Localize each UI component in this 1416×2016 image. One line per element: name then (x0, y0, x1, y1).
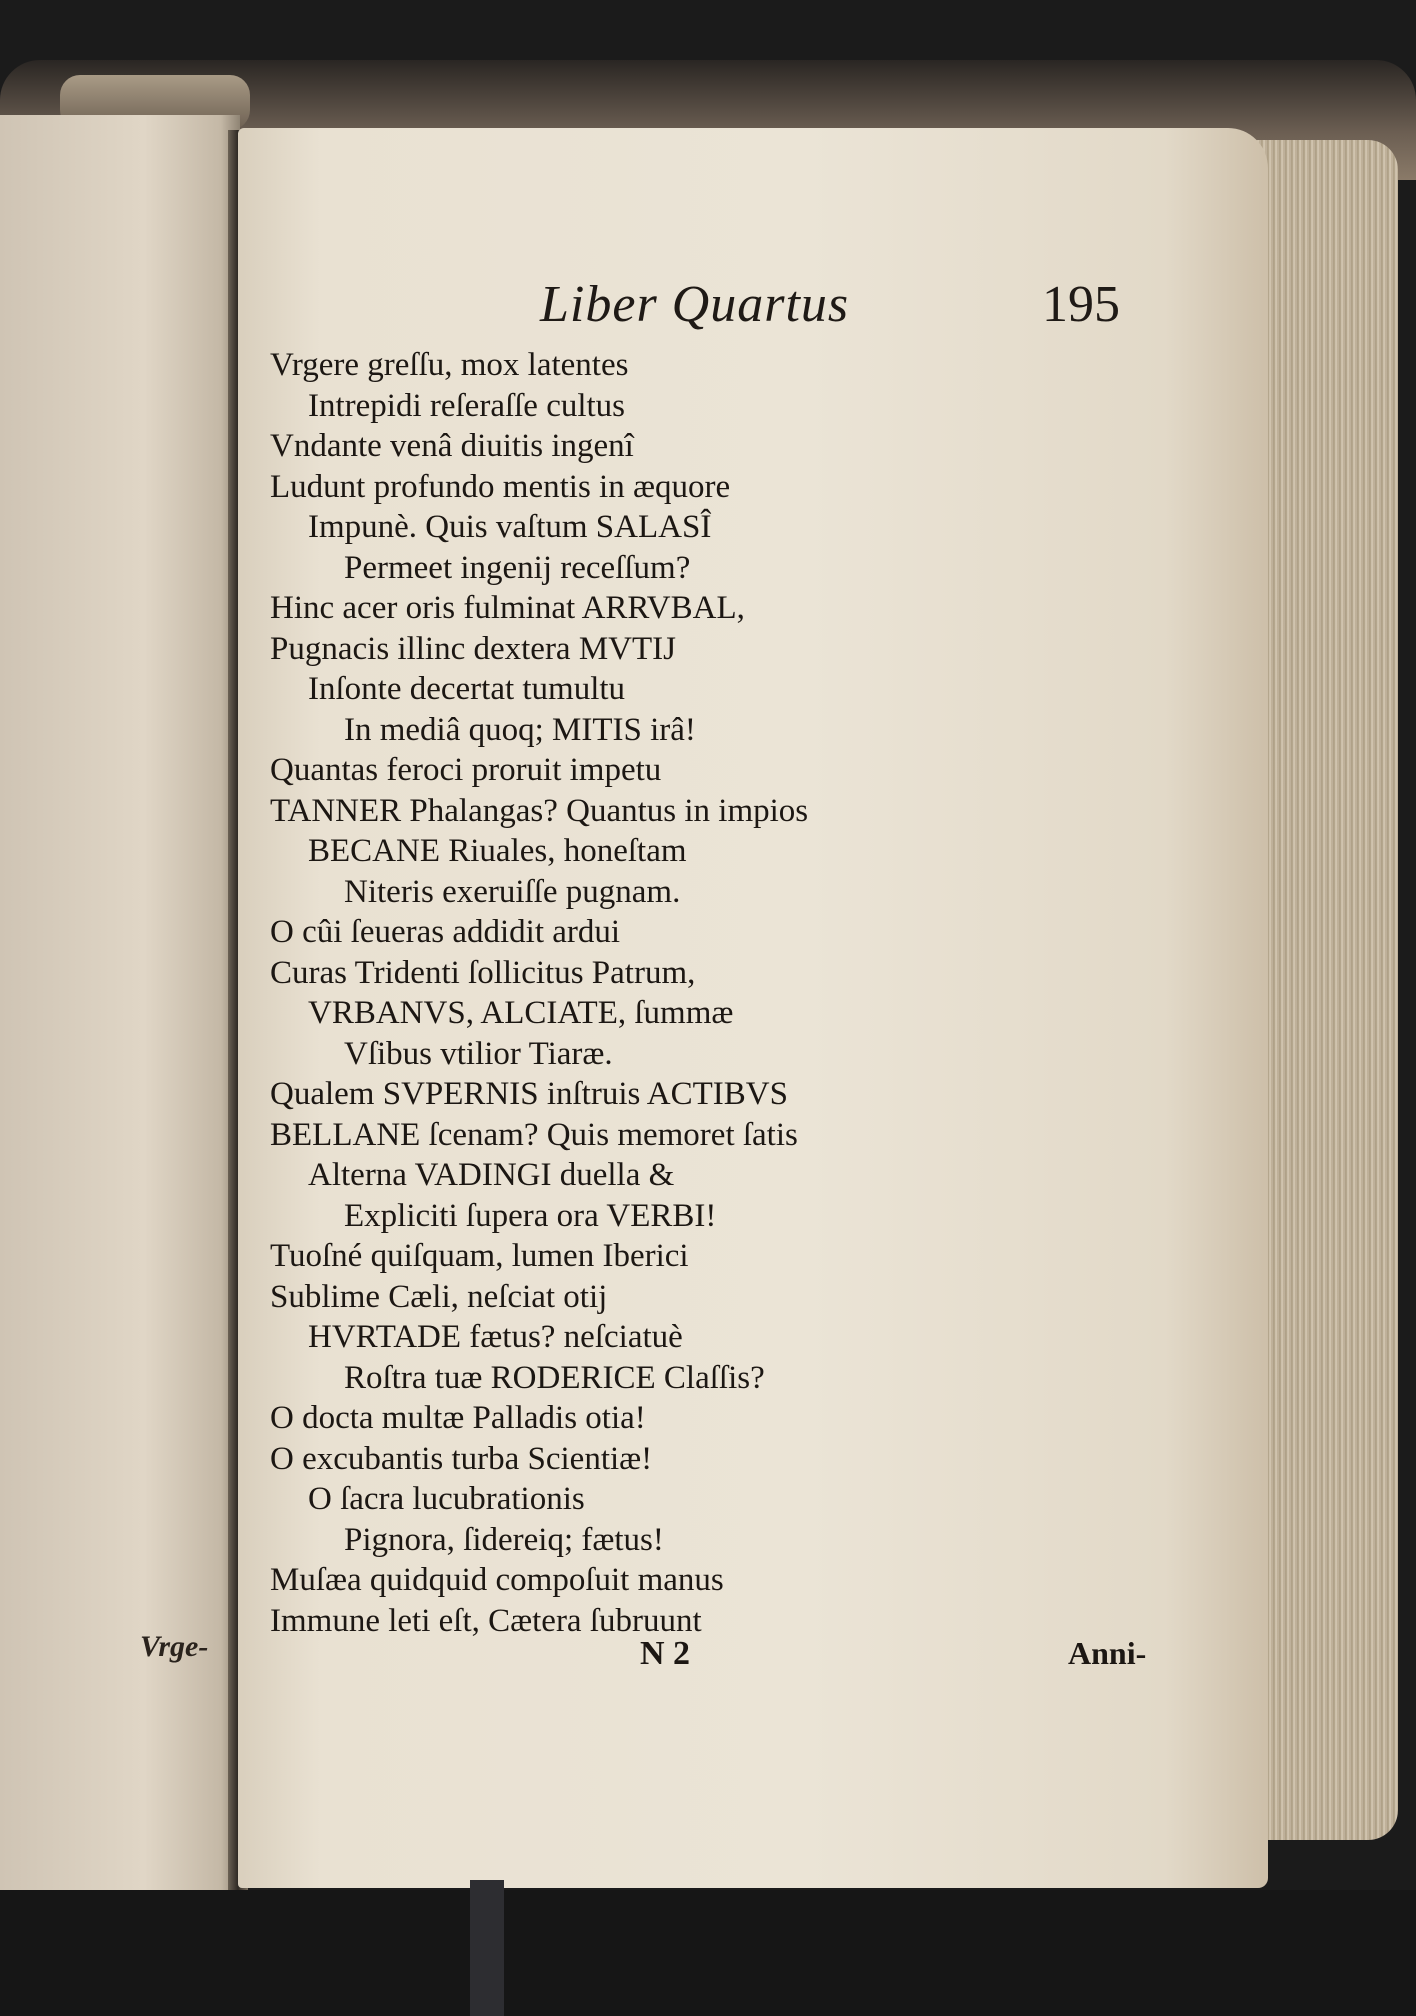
poem-line: Roſtra tuæ RODERICE Claſſis? (344, 1359, 765, 1396)
poem-line: O cûi ſeueras addidit ardui (270, 914, 621, 950)
poem-line: Immune leti eſt, Cætera ſubruunt (270, 1602, 702, 1639)
poem-line: Pugnacis illinc dextera MVTIJ (270, 630, 676, 667)
poem-line: Vſibus vtilior Tiaræ. (344, 1035, 613, 1072)
poem-line: Inſonte decertat tumultu (308, 671, 626, 707)
poem-line: Curas Tridenti ſollicitus Patrum, (270, 954, 696, 991)
poem-line: BECANE Riuales, honeſtam (308, 833, 687, 869)
poem-line: O ſacra lucubrationis (308, 1481, 585, 1517)
poem-line: Hinc acer oris fulminat ARRVBAL, (270, 590, 745, 626)
poem-line: Intrepidi reſeraſſe cultus (308, 387, 626, 424)
poem-line: Muſæa quidquid compoſuit manus (270, 1562, 724, 1598)
poem-line: Vrgere greſſu, mox latentes (270, 347, 629, 383)
poem-line: Pignora, ſidereiq; fætus! (344, 1521, 664, 1558)
page-number: 195 (1042, 276, 1120, 333)
poem-line: Permeet ingenij receſſum? (344, 549, 691, 586)
left-page-catchword: Vrge- (140, 1630, 209, 1663)
catchword: Anni- (1068, 1635, 1147, 1671)
page-edges (1248, 140, 1398, 1840)
signature-mark: N 2 (640, 1635, 691, 1672)
poem-line: BELLANE ſcenam? Quis memoret ſatis (270, 1116, 798, 1153)
page-header (540, 275, 1120, 355)
poem-line: Vndante venâ diuitis ingenî (270, 428, 634, 464)
poem-text (270, 345, 970, 1641)
poem-line: HVRTADE fætus? neſciatuè (308, 1319, 683, 1355)
poem-line: O docta multæ Palladis otia! (270, 1400, 646, 1436)
poem-line: In mediâ quoq; MITIS irâ! (344, 711, 696, 748)
poem-line: Niteris exeruiſſe pugnam. (344, 873, 681, 910)
poem-line: Quantas feroci proruit impetu (270, 752, 662, 788)
running-title: Liber Quartus (540, 276, 850, 333)
poem-line: Ludunt profundo mentis in æquore (270, 468, 731, 505)
bookmark-ribbon (470, 1880, 504, 2016)
poem-line: O excubantis turba Scientiæ! (270, 1440, 653, 1477)
book-cover-bottom (0, 1890, 1416, 2016)
poem-line: Tuoſné quiſquam, lumen Iberici (270, 1238, 689, 1274)
poem-line: VRBANVS, ALCIATE, ſummæ (308, 995, 734, 1031)
poem-line: Qualem SVPERNIS inſtruis ACTIBVS (270, 1076, 788, 1112)
poem-line: Sublime Cæli, neſciat otij (270, 1278, 608, 1315)
poem-line: Alterna VADINGI duella & (308, 1157, 675, 1193)
poem-line: Impunè. Quis vaſtum SALASÎ (308, 509, 712, 545)
poem-line: Expliciti ſupera ora VERBI! (344, 1197, 717, 1234)
poem-line: TANNER Phalangas? Quantus in impios (270, 792, 809, 829)
